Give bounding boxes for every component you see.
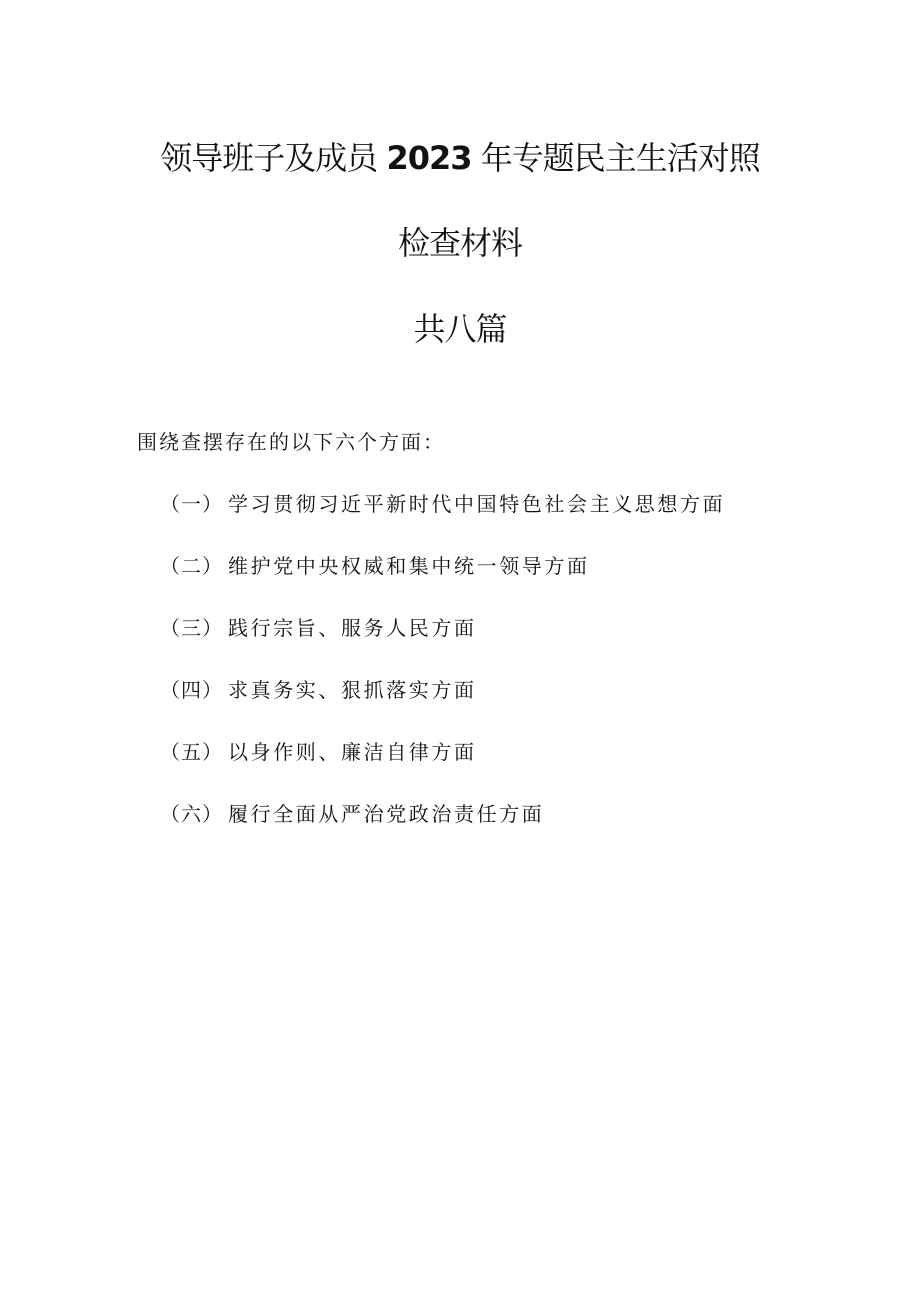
list-item xyxy=(160,676,725,738)
list-item-number: （六） xyxy=(160,802,223,826)
list-item-number: （三） xyxy=(160,616,223,640)
list-item-number: （四） xyxy=(160,678,223,702)
document-subtitle-count: 共八篇 xyxy=(413,310,507,348)
list-item-text: 求真务实、狠抓落实方面 xyxy=(228,678,477,702)
list-item-text: 践行宗旨、服务人民方面 xyxy=(228,616,477,640)
list-item-text: 履行全面从严治党政治责任方面 xyxy=(228,802,545,826)
title-part-1: 领导班子及成员 xyxy=(160,139,378,177)
list-item xyxy=(160,614,725,676)
list-item-text: 以身作则、廉洁自律方面 xyxy=(228,740,477,764)
list-item xyxy=(160,800,725,862)
aspect-list xyxy=(160,490,725,862)
list-item-text: 维护党中央权威和集中统一领导方面 xyxy=(228,554,590,578)
list-item-text: 学习贯彻习近平新时代中国特色社会主义思想方面 xyxy=(228,492,726,516)
list-item xyxy=(160,738,725,800)
list-item-number: （一） xyxy=(160,492,223,516)
intro-paragraph: 围绕查摆存在的以下六个方面： xyxy=(137,430,445,454)
document-title-line-1 xyxy=(0,138,920,178)
list-item xyxy=(160,490,725,552)
list-item-number: （五） xyxy=(160,740,223,764)
title-year: 2023 xyxy=(386,139,472,177)
list-item-number: （二） xyxy=(160,554,223,578)
document-title-line-2: 检查材料 xyxy=(397,224,522,262)
title-part-2: 年专题民主生活对照 xyxy=(480,139,760,177)
list-item xyxy=(160,552,725,614)
